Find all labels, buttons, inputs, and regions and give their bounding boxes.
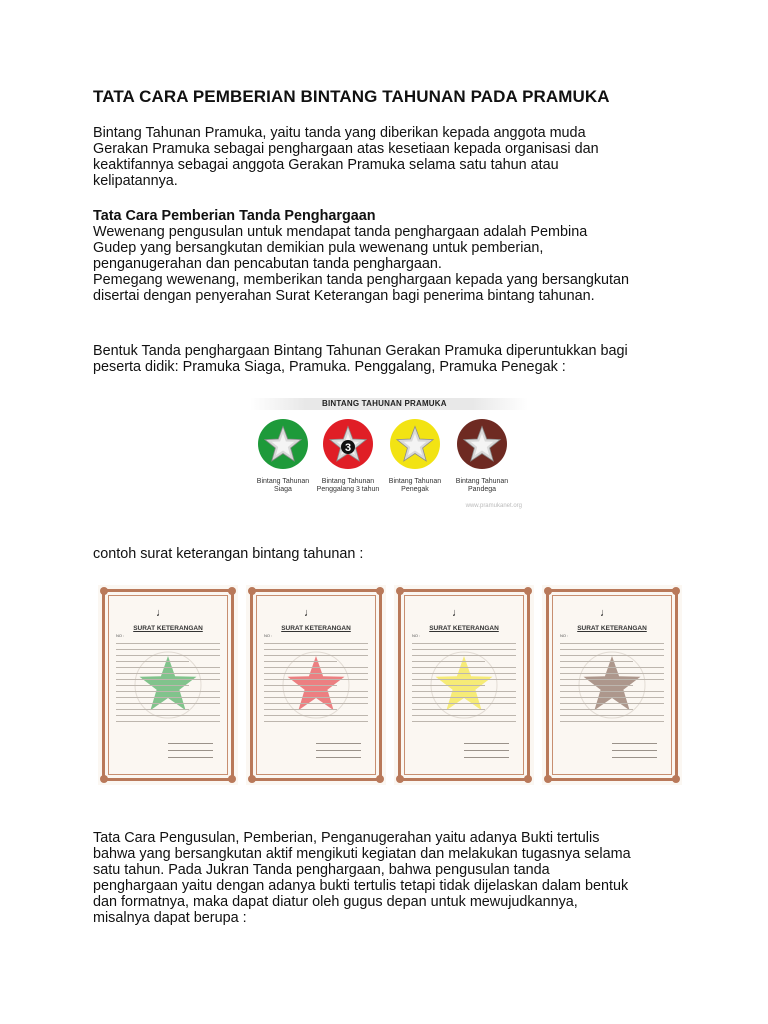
badge-siaga (257, 418, 309, 470)
certificate-text-line (560, 697, 664, 698)
signature-line (316, 750, 361, 751)
certificate-examples (98, 585, 688, 788)
certificate-text-line (560, 703, 664, 704)
certificate-text-line (116, 721, 220, 722)
certificate-corner-ornament (396, 775, 404, 783)
certificate-text-line (116, 667, 220, 668)
badge-pandega (456, 418, 508, 470)
closing-line: penghargaan yaitu dengan adanya bukti tertulis tetapi tidak dijelaskan dalam bentuk (93, 878, 629, 894)
intro-line: Gerakan Pramuka sebagai penghargaan atas kesetiaan kepada organisasi dan (93, 141, 599, 157)
badge-caption: Bintang Tahunan Siaga (256, 478, 310, 493)
music-note-icon: ♩ (452, 607, 463, 619)
badge-watermark: www.pramukanet.org (465, 503, 522, 509)
signature-line (168, 743, 213, 744)
certificate-number-label: NO : (116, 633, 125, 638)
certificate-text-line (264, 655, 368, 656)
badge-caption: Bintang Tahunan Pandega (455, 478, 509, 493)
certificate-text-line (412, 643, 516, 644)
star-badge-icon (322, 418, 374, 470)
bentuk-line: peserta didik: Pramuka Siaga, Pramuka. Penggalang, Pramuka Penegak : (93, 359, 566, 375)
certificate-text-line (412, 697, 516, 698)
certificate-text-line (264, 715, 368, 716)
certificate-corner-ornament (248, 775, 256, 783)
certificate-text-line (116, 679, 220, 680)
certificate-text-line (560, 673, 664, 674)
signature-line (168, 750, 213, 751)
section-line: Pemegang wewenang, memberikan tanda penghargaan kepada yang bersangkutan (93, 272, 630, 288)
certificate-text-line (412, 685, 485, 686)
star-badge-icon (257, 418, 309, 470)
certificate-corner-ornament (544, 587, 552, 595)
certificate-text-line (264, 703, 368, 704)
certificate-corner-ornament (524, 587, 532, 595)
certificate-text-line (560, 661, 633, 662)
document-title: TATA CARA PEMBERIAN BINTANG TAHUNAN PADA PRAMUKA (93, 87, 610, 106)
certificate-signature-block (168, 743, 213, 764)
section-heading: Tata Cara Pemberian Tanda Penghargaan (93, 208, 376, 224)
signature-line (612, 750, 657, 751)
certificate-corner-ornament (524, 775, 532, 783)
badge-penegak (389, 418, 441, 470)
certificate-text-line (264, 667, 368, 668)
certificate-corner-ornament (672, 775, 680, 783)
certificate-text-line (264, 709, 337, 710)
badge-penggalang (322, 418, 374, 470)
star-badge-icon (456, 418, 508, 470)
certificate-text-line (264, 691, 368, 692)
certificate-text-line (116, 673, 220, 674)
bentuk-paragraph (93, 343, 675, 375)
section-paragraph (93, 208, 675, 304)
certificate-heading: SURAT KETERANGAN (133, 625, 203, 632)
intro-line: keaktifannya sebagai anggota Gerakan Pramuka selama satu tahun atau (93, 157, 559, 173)
certificate-corner-ornament (248, 587, 256, 595)
certificate-text-line (560, 655, 664, 656)
closing-line: satu tahun. Pada Jukran Tanda penghargaan, bahwa pengusulan tanda (93, 862, 550, 878)
certificate-text-line (412, 655, 516, 656)
certificate-text-line (412, 679, 516, 680)
signature-line (612, 757, 657, 758)
intro-line: Bintang Tahunan Pramuka, yaitu tanda yang diberikan kepada anggota muda (93, 125, 586, 141)
certificate-text-line (116, 649, 220, 650)
certificate-text-line (264, 673, 368, 674)
certificate-text-line (116, 715, 220, 716)
certificate-text-line (116, 655, 220, 656)
certificate-text-lines (264, 643, 368, 727)
certificate-corner-ornament (544, 775, 552, 783)
certificate (98, 585, 238, 785)
certificate-heading: SURAT KETERANGAN (577, 625, 647, 632)
section-line: Wewenang pengusulan untuk mendapat tanda penghargaan adalah Pembina (93, 224, 588, 240)
certificate-text-line (412, 661, 485, 662)
signature-line (316, 743, 361, 744)
certificate-text-line (412, 709, 485, 710)
certificate-text-line (264, 685, 337, 686)
certificate-heading: SURAT KETERANGAN (429, 625, 499, 632)
closing-line: dan formatnya, maka dapat diatur oleh gugus depan untuk mewujudkannya, (93, 894, 578, 910)
signature-line (464, 750, 509, 751)
certificate-text-line (264, 721, 368, 722)
badge-figure-title: BINTANG TAHUNAN PRAMUKA (322, 399, 447, 408)
certificate-text-line (412, 703, 516, 704)
certificate-corner-ornament (100, 775, 108, 783)
badge-caption: Bintang Tahunan Penegak (388, 478, 442, 493)
certificate (542, 585, 682, 785)
certificate-text-line (116, 709, 189, 710)
certificate-number-label: NO : (560, 633, 569, 638)
certificate-text-lines (412, 643, 516, 727)
closing-line: misalnya dapat berupa : (93, 910, 247, 926)
certificate-text-line (264, 697, 368, 698)
certificate (394, 585, 534, 785)
closing-line: bahwa yang bersangkutan aktif mengikuti kegiatan dan melakukan tugasnya selama (93, 846, 631, 862)
certificate-text-line (412, 691, 516, 692)
certificate-corner-ornament (396, 587, 404, 595)
certificate-text-line (560, 685, 633, 686)
closing-line: Tata Cara Pengusulan, Pemberian, Penganugerahan yaitu adanya Bukti tertulis (93, 830, 600, 846)
star-badge-icon (389, 418, 441, 470)
certificate-signature-block (464, 743, 509, 764)
signature-line (168, 757, 213, 758)
music-note-icon: ♩ (304, 607, 315, 619)
certificate (246, 585, 386, 785)
contoh-paragraph (93, 546, 675, 562)
certificate-corner-ornament (228, 587, 236, 595)
certificate-text-line (412, 715, 516, 716)
certificate-text-line (560, 691, 664, 692)
bentuk-line: Bentuk Tanda penghargaan Bintang Tahunan Gerakan Pramuka diperuntukkan bagi (93, 343, 628, 359)
badge-number: 3 (344, 442, 352, 454)
certificate-corner-ornament (672, 587, 680, 595)
certificate-text-lines (560, 643, 664, 727)
signature-line (612, 743, 657, 744)
music-note-icon: ♩ (600, 607, 611, 619)
closing-paragraph (93, 830, 675, 926)
badge-figure (250, 393, 528, 513)
certificate-text-line (116, 691, 220, 692)
badge-caption: Bintang Tahunan Penggalang 3 tahun (316, 478, 380, 493)
intro-line: kelipatannya. (93, 173, 178, 189)
certificate-text-line (116, 703, 220, 704)
certificate-corner-ornament (228, 775, 236, 783)
section-line: Gudep yang bersangkutan demikian pula wewenang untuk pemberian, (93, 240, 544, 256)
intro-paragraph (93, 125, 675, 189)
certificate-text-line (560, 643, 664, 644)
certificate-number-label: NO : (412, 633, 421, 638)
certificate-heading: SURAT KETERANGAN (281, 625, 351, 632)
certificate-corner-ornament (100, 587, 108, 595)
signature-line (464, 743, 509, 744)
certificate-corner-ornament (376, 587, 384, 595)
certificate-corner-ornament (376, 775, 384, 783)
certificate-text-line (116, 661, 189, 662)
signature-line (316, 757, 361, 758)
certificate-signature-block (316, 743, 361, 764)
certificate-text-line (412, 721, 516, 722)
music-note-icon: ♩ (156, 607, 167, 619)
certificate-text-line (412, 673, 516, 674)
certificate-text-line (560, 721, 664, 722)
certificate-text-line (116, 685, 189, 686)
certificate-text-line (560, 709, 633, 710)
certificate-text-line (264, 643, 368, 644)
certificate-text-line (560, 715, 664, 716)
certificate-signature-block (612, 743, 657, 764)
certificate-text-line (560, 667, 664, 668)
certificate-number-label: NO : (264, 633, 273, 638)
contoh-line: contoh surat keterangan bintang tahunan : (93, 546, 364, 562)
signature-line (464, 757, 509, 758)
certificate-text-line (412, 649, 516, 650)
section-line: disertai dengan penyerahan Surat Keterangan bagi penerima bintang tahunan. (93, 288, 595, 304)
certificate-text-line (264, 661, 337, 662)
certificate-text-line (412, 667, 516, 668)
certificate-text-line (264, 649, 368, 650)
certificate-text-line (116, 697, 220, 698)
certificate-text-line (116, 643, 220, 644)
section-line: penganugerahan dan pencabutan tanda penghargaan. (93, 256, 442, 272)
certificate-text-line (264, 679, 368, 680)
certificate-text-line (560, 679, 664, 680)
certificate-text-lines (116, 643, 220, 727)
certificate-text-line (560, 649, 664, 650)
